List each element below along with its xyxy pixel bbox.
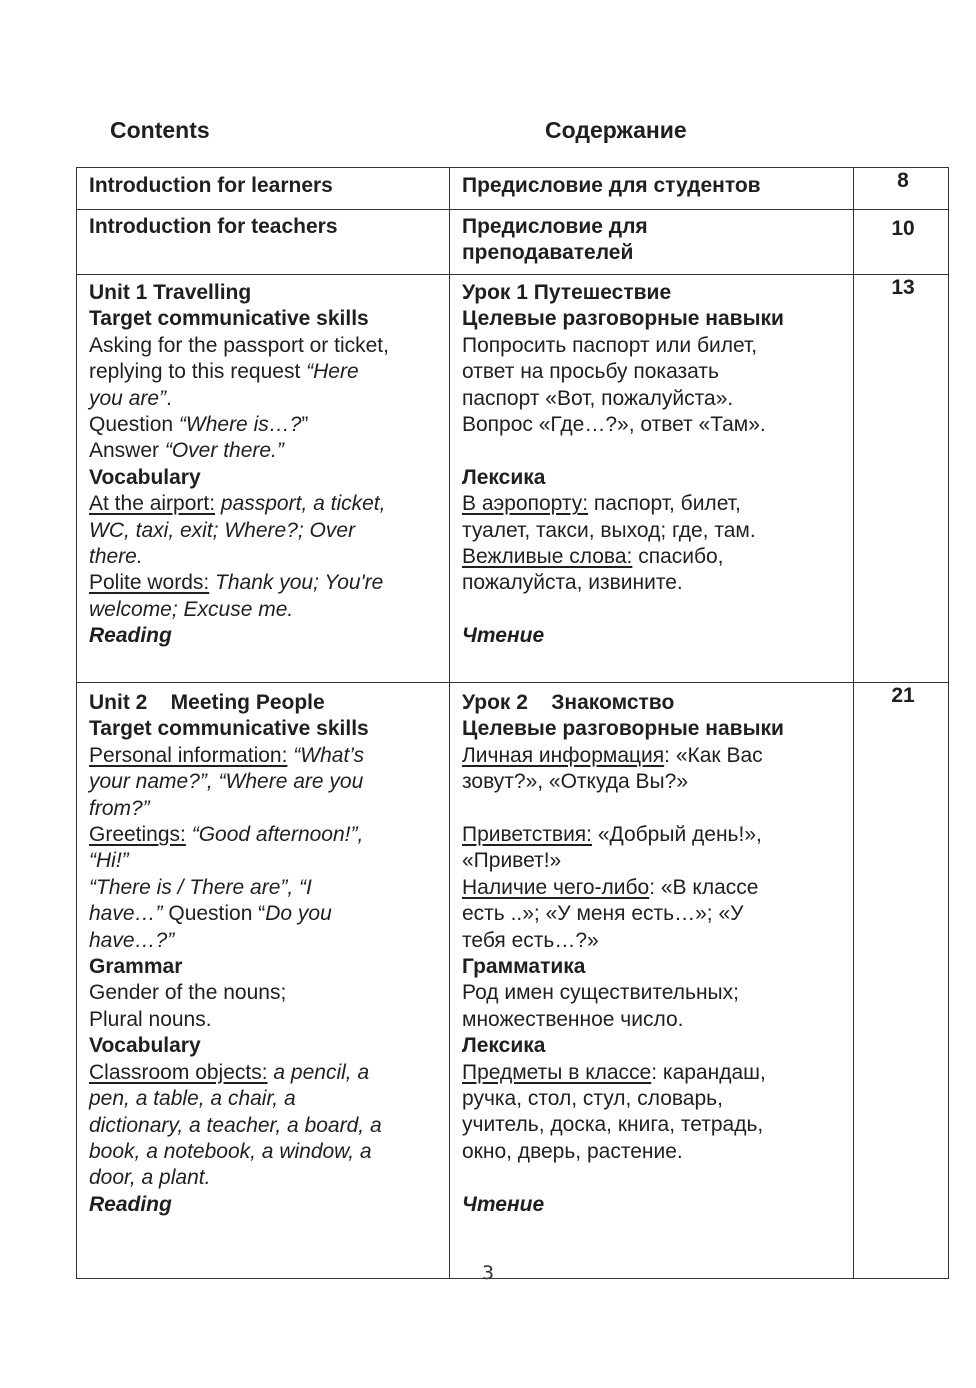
text-fragment: you are” [89,386,167,410]
text-line: Plural nouns. [89,1007,212,1031]
text-fragment: have…” [89,902,163,926]
text-fragment: «Добрый день!», [592,823,762,847]
section-label: Reading [89,624,172,648]
text-fragment: Do you [265,902,332,926]
unit-title: Урок 2 Знакомство [462,691,675,714]
text-fragment: “Over there.” [164,439,284,463]
text-line: Вопрос «Где…?», ответ «Там». [462,413,766,437]
text-line: welcome; Excuse me. [89,597,294,621]
text-line: Gender of the nouns; [89,981,287,1005]
text-line: “There is / There are”, “I [89,875,312,899]
text-fragment: Вежливые слова: [462,545,633,569]
section-label: Reading [89,1192,172,1216]
section-label: Grammar [89,955,183,979]
text-fragment: Classroom objects: [89,1060,268,1084]
text-fragment: Question [89,413,179,437]
contents-heading: Contents [110,117,210,143]
page-ref: 8 [854,168,949,210]
text-fragment: Thank you; You're [209,571,384,595]
spacer [462,796,845,822]
text-line [89,1060,441,1086]
contents-heading-ru: Содержание [545,117,687,143]
text-line: «Привет!» [462,849,562,873]
text-fragment: At the airport: [89,492,216,516]
text-line [462,743,845,769]
text-fragment: Greetings: [89,823,186,847]
spacer [462,1165,845,1191]
text-fragment: Приветствия: [462,823,592,847]
text-fragment: Answer [89,439,165,463]
text-fragment: Наличие чего-либо [462,875,650,899]
section-label: Vocabulary [89,465,201,489]
intro-learners-en: Introduction for learners [77,168,450,210]
text-line: Предисловие для [462,215,648,238]
unit-title: Урок 1 Путешествие [462,281,672,304]
text-line: pen, a table, a chair, a [89,1087,296,1111]
table-row [77,683,949,1279]
text-line [89,570,441,596]
intro-teachers-ru [450,210,854,275]
page-ref: 13 [854,275,949,683]
text-fragment: Предметы в классе [462,1060,652,1084]
text-line: book, a notebook, a window, a [89,1139,372,1163]
text-line [462,491,845,517]
text-fragment: “Good afternoon!”, [185,823,364,847]
section-label: Целевые разговорные навыки [462,717,784,741]
intro-teachers-en: Introduction for teachers [77,210,450,275]
unit-title: Unit 2 Meeting People [89,691,325,714]
text-fragment: Личная информация [462,743,665,767]
text-fragment: passport, a ticket, [215,492,386,516]
section-label: Target communicative skills [89,717,369,741]
intro-learners-ru: Предисловие для студентов [450,168,854,210]
section-label: Грамматика [462,955,586,979]
text-line: ответ на просьбу показать [462,360,719,384]
table-row [77,210,949,275]
text-line: паспорт «Вот, пожалуйста». [462,386,734,410]
text-fragment: . [166,386,172,410]
text-line: WC, taxi, exit; Where?; Over [89,518,356,542]
text-line: your name?”, “Where are you [89,770,364,794]
text-line: есть ..»; «У меня есть…»; «У [462,902,744,926]
unit1-ru [450,275,854,683]
text-line: have…?” [89,928,175,952]
contents-table [76,167,949,1279]
text-fragment: “Where is…? [178,413,302,437]
unit-title: Unit 1 Travelling [89,281,252,304]
text-fragment: Question “ [162,902,266,926]
text-fragment: replying to this request [89,360,307,384]
text-line: Попросить паспорт или билет, [462,333,758,357]
text-line [462,822,845,848]
text-line: ручка, стол, стул, словарь, [462,1087,723,1111]
text-fragment: спасибо, [632,545,724,569]
text-line: Род имен существительных; [462,981,739,1005]
text-line [89,901,441,927]
text-fragment: Polite words: [89,571,210,595]
section-label: Чтение [462,624,545,648]
text-fragment: ” [301,413,309,437]
text-fragment: “What’s [287,743,365,767]
text-line [89,412,441,438]
unit1-en [77,275,450,683]
text-line: пожалуйста, извините. [462,571,683,595]
section-label: Vocabulary [89,1034,201,1058]
text-line: туалет, такси, выход; где, там. [462,518,756,542]
text-fragment: : карандаш, [651,1060,766,1084]
table-row [77,168,949,210]
text-fragment: “Here [306,360,359,384]
text-line: учитель, доска, книга, тетрадь, [462,1113,764,1137]
text-line [462,544,845,570]
text-line [89,491,441,517]
text-line: there. [89,545,143,569]
text-line: “Hi!” [89,849,129,873]
text-line: door, a plant. [89,1166,211,1190]
text-line: зовут?», «Откуда Вы?» [462,770,688,794]
text-line: dictionary, a teacher, a board, a [89,1113,382,1137]
text-line: тебя есть…?» [462,928,599,952]
text-line: преподавателей [462,241,634,265]
text-fragment: паспорт, билет, [588,492,741,516]
section-label: Целевые разговорные навыки [462,307,784,331]
text-line: множественное число. [462,1007,684,1031]
text-fragment: : «В классе [649,875,759,899]
table-row [77,275,949,683]
section-label: Лексика [462,465,546,489]
page-ref: 10 [854,210,949,275]
text-line [89,743,441,769]
text-line [89,822,441,848]
page-number: 3 [481,1262,495,1284]
section-label: Лексика [462,1034,546,1058]
unit2-ru [450,683,854,1279]
text-line: from?” [89,796,150,820]
text-fragment: Personal information: [89,743,288,767]
page-ref: 21 [854,683,949,1279]
text-line [89,386,441,412]
text-fragment: В аэропорту: [462,492,589,516]
section-label: Чтение [462,1192,545,1216]
section-label: Target communicative skills [89,307,369,331]
spacer [462,597,845,623]
spacer [462,438,845,464]
text-fragment: a pencil, a [267,1060,370,1084]
text-line: окно, дверь, растение. [462,1139,683,1163]
text-line [462,1060,845,1086]
text-line [89,359,441,385]
text-fragment: : «Как Вас [664,743,763,767]
text-line [462,875,845,901]
text-line [89,438,441,464]
unit2-en [77,683,450,1279]
text-line: Asking for the passport or ticket, [89,333,389,357]
